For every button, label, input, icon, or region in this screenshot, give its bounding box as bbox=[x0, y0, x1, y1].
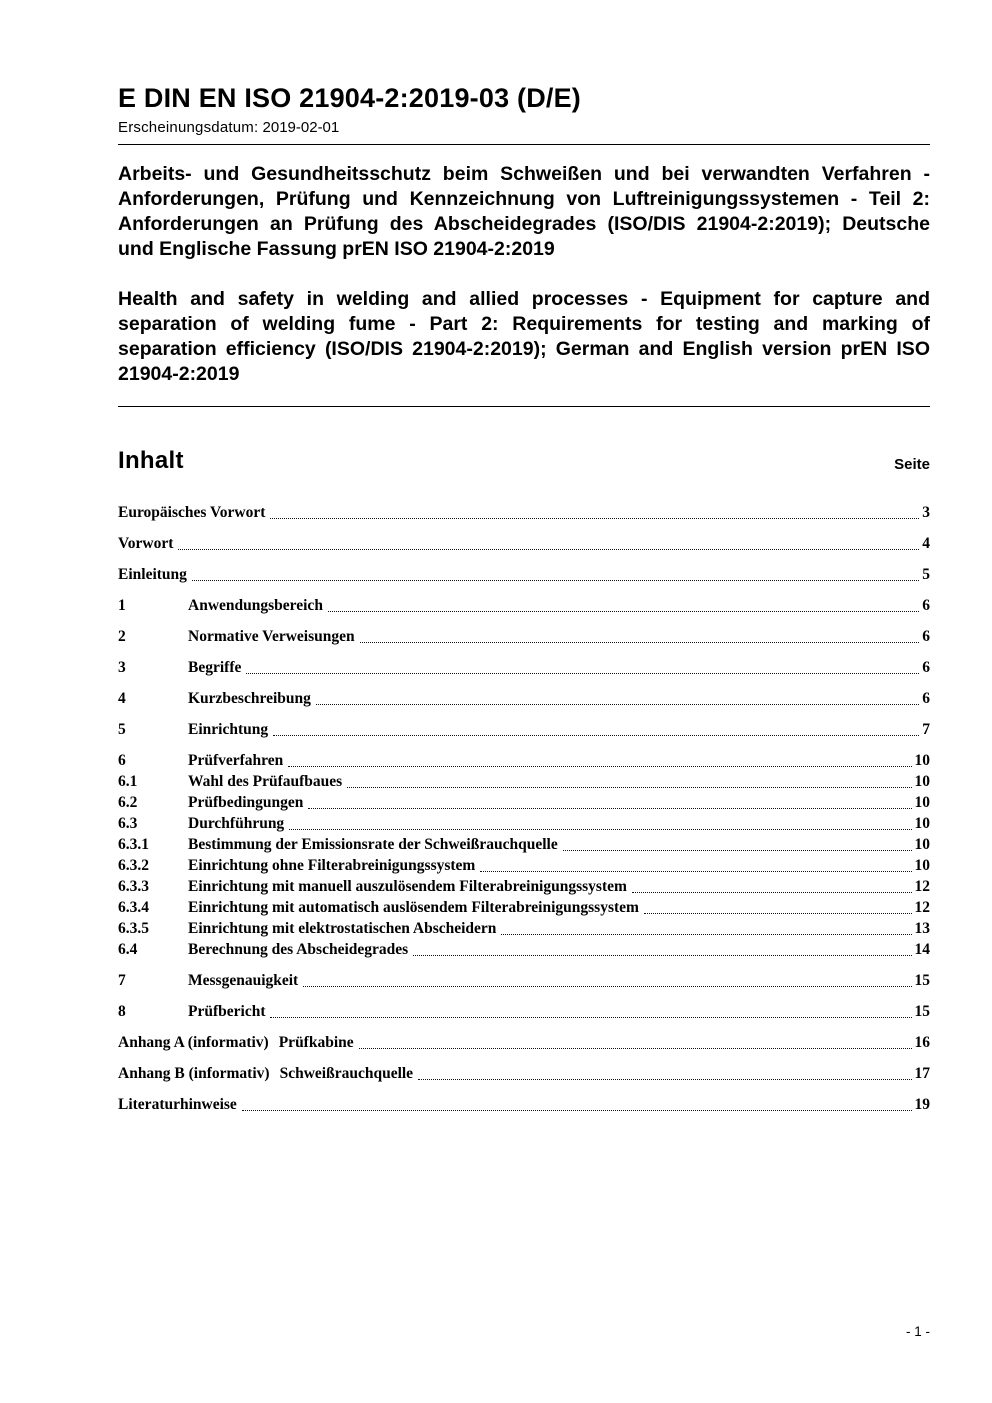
toc-leader-dots bbox=[192, 580, 919, 581]
toc-entry[interactable] bbox=[118, 791, 930, 812]
toc-leader-dots bbox=[501, 934, 911, 935]
toc-entry-label: Einrichtung mit manuell auszulösendem Filterabreinigungssystem bbox=[188, 878, 627, 896]
toc-page-column-label: Seite bbox=[894, 456, 930, 474]
toc-leader-dots bbox=[270, 1017, 911, 1018]
toc-entry-number: 6.2 bbox=[118, 794, 138, 812]
toc-entry[interactable] bbox=[118, 749, 930, 770]
toc-entry-number: 6.3.1 bbox=[118, 836, 149, 854]
english-title-paragraph: Health and safety in welding and allied processes - Equipment for capture and separation of welding fume - Part 2: Requirements for testing and marking of separation efficiency (ISO/DIS 21904-2:2019); German and English version prEN ISO 21904-2:2019 bbox=[118, 287, 930, 385]
toc-entry-number: 2 bbox=[118, 628, 126, 646]
toc-entry-page: 10 bbox=[914, 815, 930, 833]
toc-leader-dots bbox=[316, 704, 919, 705]
toc-entry-label: Messgenauigkeit bbox=[188, 972, 299, 990]
toc-leader-dots bbox=[632, 892, 912, 893]
toc-entry-page: 13 bbox=[914, 920, 930, 938]
toc-leader-dots bbox=[360, 642, 920, 643]
toc-entry-number: 6 bbox=[118, 752, 126, 770]
toc-entry-label: Prüfkabine bbox=[278, 1034, 354, 1052]
toc-entry-page: 15 bbox=[914, 1003, 930, 1021]
page-number: - 1 - bbox=[905, 1324, 930, 1339]
toc-leader-dots bbox=[413, 955, 911, 956]
toc-entry-label: Schweißrauchquelle bbox=[279, 1065, 414, 1083]
toc-entry-page: 10 bbox=[914, 794, 930, 812]
toc-leader-dots bbox=[246, 673, 919, 674]
toc-entry-label: Europäisches Vorwort bbox=[118, 504, 266, 522]
toc-leader-dots bbox=[480, 871, 911, 872]
toc-heading: Inhalt bbox=[118, 447, 184, 475]
toc-leader-dots bbox=[644, 913, 912, 914]
publication-date bbox=[118, 119, 930, 136]
toc-leader-dots bbox=[308, 808, 911, 809]
toc-entry-page: 19 bbox=[914, 1096, 930, 1114]
toc-entry-number: 6.3.2 bbox=[118, 857, 149, 875]
page-content bbox=[118, 84, 930, 1114]
toc-entry-number: 6.4 bbox=[118, 941, 138, 959]
toc-entry[interactable] bbox=[118, 875, 930, 896]
toc-entry[interactable] bbox=[118, 969, 930, 990]
toc-entry-page: 7 bbox=[922, 721, 930, 739]
toc-entry[interactable] bbox=[118, 833, 930, 854]
toc-entry[interactable] bbox=[118, 938, 930, 959]
toc-entry-number: 4 bbox=[118, 690, 126, 708]
toc-entry[interactable] bbox=[118, 563, 930, 584]
toc-entry[interactable] bbox=[118, 1093, 930, 1114]
toc-entry-label: Einleitung bbox=[118, 566, 187, 584]
toc-leader-dots bbox=[178, 549, 919, 550]
publication-date-value: 2019-02-01 bbox=[262, 118, 340, 136]
header-divider bbox=[118, 144, 930, 145]
toc-entry[interactable] bbox=[118, 594, 930, 615]
toc-entry-page: 15 bbox=[914, 972, 930, 990]
toc-entry-page: 10 bbox=[914, 773, 930, 791]
toc-entry-page: 10 bbox=[914, 836, 930, 854]
toc-entry-label: Normative Verweisungen bbox=[188, 628, 355, 646]
toc-entry-label: Einrichtung mit automatisch auslösendem Filterabreinigungssystem bbox=[188, 899, 639, 917]
toc-entry-number: 5 bbox=[118, 721, 126, 739]
toc-entry-page: 17 bbox=[914, 1065, 930, 1083]
toc-entry[interactable] bbox=[118, 656, 930, 677]
toc-entry-label: Begriffe bbox=[188, 659, 242, 677]
toc-entry-label: Prüfverfahren bbox=[188, 752, 284, 770]
toc-entry[interactable] bbox=[118, 1062, 930, 1083]
toc-entry-number: 1 bbox=[118, 597, 126, 615]
toc-entry[interactable] bbox=[118, 854, 930, 875]
toc-entry-number: 3 bbox=[118, 659, 126, 677]
toc-entry[interactable] bbox=[118, 532, 930, 553]
toc-entry[interactable] bbox=[118, 770, 930, 791]
toc-entry-number: 7 bbox=[118, 972, 126, 990]
toc-entry[interactable] bbox=[118, 501, 930, 522]
german-title-paragraph: Arbeits- und Gesundheitsschutz beim Schweißen und bei verwandten Verfahren - Anforderungen, Prüfung und Kennzeichnung von Luftreinigungssystemen - Teil 2: Anforderungen an Prüfung des Abscheidegrades (ISO/DIS 21904-2:2019); Deutsche und Englische Fassung prEN ISO 21904-2:2019 bbox=[118, 162, 930, 260]
toc-entry[interactable] bbox=[118, 917, 930, 938]
toc-leader-dots bbox=[242, 1110, 912, 1111]
toc-entry[interactable] bbox=[118, 718, 930, 739]
toc-entry-page: 6 bbox=[922, 690, 930, 708]
toc-list bbox=[118, 501, 930, 1114]
toc-entry-page: 6 bbox=[922, 597, 930, 615]
toc-entry-label: Einrichtung bbox=[188, 721, 269, 739]
toc-entry-label: Prüfbedingungen bbox=[188, 794, 304, 812]
toc-entry-number: 8 bbox=[118, 1003, 126, 1021]
toc-leader-dots bbox=[270, 518, 919, 519]
toc-entry-number: 6.3.3 bbox=[118, 878, 149, 896]
toc-entry-number: 6.3 bbox=[118, 815, 138, 833]
toc-entry[interactable] bbox=[118, 1031, 930, 1052]
toc-entry-label: Kurzbeschreibung bbox=[188, 690, 311, 708]
toc-entry[interactable] bbox=[118, 687, 930, 708]
toc-leader-dots bbox=[418, 1079, 911, 1080]
toc-entry-page: 16 bbox=[914, 1034, 930, 1052]
toc-entry-label: Literaturhinweise bbox=[118, 1096, 237, 1114]
toc-entry-page: 3 bbox=[922, 504, 930, 522]
toc-leader-dots bbox=[359, 1048, 912, 1049]
toc-entry-page: 10 bbox=[914, 752, 930, 770]
toc-entry-label: Einrichtung mit elektrostatischen Abscheidern bbox=[188, 920, 497, 938]
toc-entry-page: 4 bbox=[922, 535, 930, 553]
toc-leader-dots bbox=[289, 829, 911, 830]
toc-leader-dots bbox=[288, 766, 911, 767]
toc-entry-label: Wahl des Prüfaufbaues bbox=[188, 773, 343, 791]
toc-entry-label: Einrichtung ohne Filterabreinigungssystem bbox=[188, 857, 476, 875]
toc-entry-page: 6 bbox=[922, 659, 930, 677]
toc-leader-dots bbox=[303, 986, 911, 987]
toc-entry[interactable] bbox=[118, 812, 930, 833]
toc-entry-label: Prüfbericht bbox=[188, 1003, 266, 1021]
toc-entry-label: Bestimmung der Emissionsrate der Schweißrauchquelle bbox=[188, 836, 558, 854]
toc-entry-number: 6.3.5 bbox=[118, 920, 149, 938]
toc-entry-number: Anhang B (informativ) bbox=[118, 1065, 270, 1083]
toc-entry-page: 14 bbox=[914, 941, 930, 959]
toc-header bbox=[118, 447, 930, 475]
toc-leader-dots bbox=[328, 611, 919, 612]
toc-entry[interactable] bbox=[118, 1000, 930, 1021]
title-divider bbox=[118, 406, 930, 407]
toc-leader-dots bbox=[563, 850, 912, 851]
toc-entry-label: Vorwort bbox=[118, 535, 174, 553]
toc-entry-label: Anwendungsbereich bbox=[188, 597, 323, 615]
toc-leader-dots bbox=[273, 735, 919, 736]
toc-entry-page: 5 bbox=[922, 566, 930, 584]
toc-entry-number: Anhang A (informativ) bbox=[118, 1034, 269, 1052]
toc-entry[interactable] bbox=[118, 896, 930, 917]
toc-leader-dots bbox=[347, 787, 911, 788]
toc-entry-label: Durchführung bbox=[188, 815, 285, 833]
publication-date-label: Erscheinungsdatum: bbox=[118, 118, 259, 136]
document-title: E DIN EN ISO 21904-2:2019-03 (D/E) bbox=[118, 83, 581, 113]
toc-entry-page: 12 bbox=[914, 899, 930, 917]
toc-entry-page: 12 bbox=[914, 878, 930, 896]
toc-entry-number: 6.3.4 bbox=[118, 899, 149, 917]
toc-entry-label: Berechnung des Abscheidegrades bbox=[188, 941, 409, 959]
toc-entry-page: 10 bbox=[914, 857, 930, 875]
toc-entry-page: 6 bbox=[922, 628, 930, 646]
toc-entry[interactable] bbox=[118, 625, 930, 646]
toc-entry-number: 6.1 bbox=[118, 773, 138, 791]
